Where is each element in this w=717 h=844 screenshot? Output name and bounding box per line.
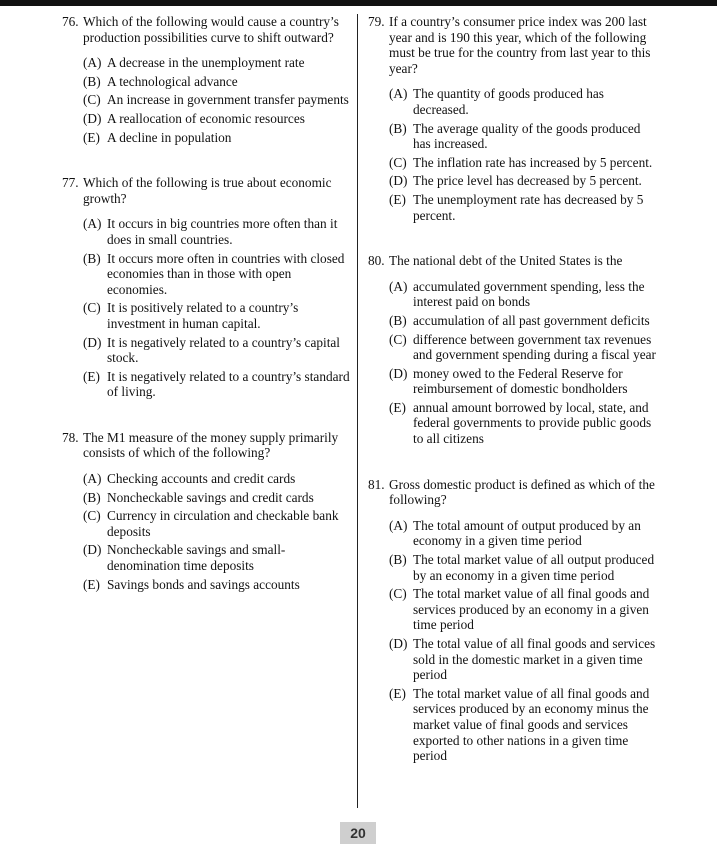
option-text: The quantity of goods produced has decreased.: [413, 86, 604, 117]
option-text: A technological advance: [107, 73, 238, 89]
option-text: Checking accounts and credit cards: [107, 471, 296, 487]
option-letter: (E): [389, 191, 406, 207]
option-text: The price level has decreased by 5 percent.: [413, 173, 642, 189]
question-number: 80.: [368, 253, 385, 269]
option-text: money owed to the Federal Reserve for reimbursement of domestic bondholders: [413, 365, 628, 397]
answer-option: [83, 471, 352, 487]
option-letter: (D): [389, 173, 408, 189]
option-text: It is negatively related to a country’s standard of living.: [107, 368, 350, 400]
question-text: The M1 measure of the money supply primarily consists of which of the following?: [83, 429, 339, 461]
answer-option: [83, 130, 352, 146]
option-letter: (A): [389, 517, 408, 533]
answer-options: [83, 55, 352, 145]
option-text: The average quality of the goods produced has increased.: [413, 120, 641, 152]
option-text: Currency in circulation and checkable bank deposits: [107, 508, 339, 539]
answer-option: [389, 155, 660, 171]
option-text: The inflation rate has increased by 5 percent.: [413, 154, 653, 170]
option-letter: (A): [389, 278, 408, 294]
question-text: Which of the following would cause a country’s production possibilities curve to shift outward?: [83, 14, 339, 45]
option-text: A decrease in the unemployment rate: [107, 55, 305, 71]
option-letter: (B): [83, 489, 101, 505]
right-column: [368, 14, 660, 767]
answer-options: [83, 471, 352, 592]
option-letter: (D): [389, 365, 408, 381]
question-79: [368, 14, 660, 223]
answer-option: [389, 121, 660, 152]
answer-option: [389, 173, 660, 189]
answer-option: [83, 490, 352, 506]
option-text: Savings bonds and savings accounts: [107, 576, 300, 592]
option-letter: (C): [389, 586, 407, 602]
option-text: It occurs in big countries more often than it does in small countries.: [107, 216, 338, 247]
option-letter: (B): [389, 120, 407, 136]
option-text: The total market value of all final goods and services produced by an economy in a given time period: [413, 586, 650, 633]
column-divider: [357, 14, 358, 808]
answer-options: [389, 518, 660, 764]
option-text: accumulation of all past government deficits: [413, 312, 650, 328]
option-letter: (D): [83, 334, 102, 350]
option-letter: (C): [389, 331, 407, 347]
option-letter: (E): [83, 576, 100, 592]
answer-option: [389, 586, 660, 633]
answer-option: [389, 86, 660, 117]
answer-option: [83, 300, 352, 331]
answer-option: [83, 74, 352, 90]
answer-option: [389, 366, 660, 397]
question-stem: [62, 14, 352, 45]
option-letter: (C): [389, 154, 407, 170]
question-76: [62, 14, 352, 145]
option-text: annual amount borrowed by local, state, and federal governments to provide public goods to all citizens: [413, 399, 652, 447]
question-text: The national debt of the United States is the: [389, 253, 623, 269]
question-stem: [368, 14, 660, 76]
option-text: The total amount of output produced by an economy in a given time period: [413, 517, 641, 549]
option-text: The total value of all final goods and services sold in the domestic market in a given time period: [413, 636, 656, 683]
option-letter: (B): [83, 250, 101, 266]
answer-option: [83, 335, 352, 366]
option-text: Noncheckable savings and small-denomination time deposits: [107, 542, 286, 574]
answer-option: [389, 192, 660, 223]
question-stem: [62, 175, 352, 206]
option-text: A reallocation of economic resources: [107, 110, 305, 126]
option-letter: (C): [83, 92, 101, 108]
answer-option: [389, 313, 660, 329]
answer-option: [83, 55, 352, 71]
question-stem: [62, 430, 352, 461]
question-text: Which of the following is true about economic growth?: [83, 175, 332, 206]
answer-option: [389, 552, 660, 583]
question-stem: [368, 477, 660, 508]
answer-options: [389, 86, 660, 223]
option-text: It is positively related to a country’s investment in human capital.: [107, 300, 299, 331]
answer-option: [389, 332, 660, 363]
option-text: The unemployment rate has decreased by 5 percent.: [413, 191, 644, 223]
question-number: 77.: [62, 175, 79, 191]
answer-option: [83, 216, 352, 247]
option-letter: (A): [83, 471, 102, 487]
question-text: Gross domestic product is defined as which of the following?: [389, 476, 655, 508]
page-number: 20: [340, 822, 376, 844]
top-rule: [0, 0, 717, 6]
answer-option: [83, 577, 352, 593]
option-letter: (B): [389, 312, 407, 328]
question-78: [62, 430, 352, 592]
option-text: An increase in government transfer payments: [107, 92, 349, 108]
option-letter: (E): [83, 368, 100, 384]
option-text: It is negatively related to a country’s capital stock.: [107, 334, 340, 366]
option-text: The total market value of all output produced by an economy in a given time period: [413, 552, 655, 583]
answer-option: [83, 111, 352, 127]
answer-option: [389, 279, 660, 310]
answer-option: [389, 400, 660, 447]
option-text: accumulated government spending, less the interest paid on bonds: [413, 278, 645, 310]
question-80: [368, 253, 660, 447]
option-letter: (A): [389, 86, 408, 102]
option-letter: (E): [389, 399, 406, 415]
answer-option: [83, 369, 352, 400]
option-text: It occurs more often in countries with closed economies than in those with open economies.: [107, 250, 345, 297]
answer-options: [83, 216, 352, 400]
option-letter: (A): [83, 216, 102, 232]
question-number: 81.: [368, 476, 385, 492]
question-number: 79.: [368, 14, 385, 29]
answer-option: [83, 251, 352, 298]
option-letter: (A): [83, 55, 102, 71]
question-81: [368, 477, 660, 764]
option-letter: (D): [389, 636, 408, 651]
option-letter: (C): [83, 300, 101, 316]
question-stem: [368, 253, 660, 269]
question-77: [62, 175, 352, 400]
question-text: If a country’s consumer price index was 200 last year and is 190 this year, which of the following must be true for the country from last year to this year?: [389, 14, 651, 76]
answer-option: [389, 518, 660, 549]
answer-options: [389, 279, 660, 447]
option-letter: (D): [83, 542, 102, 558]
answer-option: [83, 542, 352, 573]
option-text: difference between government tax revenues and government spending during a fiscal year: [413, 331, 656, 363]
option-letter: (B): [83, 73, 101, 89]
answer-option: [389, 686, 660, 764]
option-text: Noncheckable savings and credit cards: [107, 489, 314, 505]
option-text: A decline in population: [107, 129, 232, 145]
option-letter: (B): [389, 552, 407, 568]
answer-option: [83, 92, 352, 108]
answer-option: [83, 508, 352, 539]
option-letter: (E): [83, 129, 100, 145]
option-text: The total market value of all final goods and services produced by an economy minus the market value of final goods and services exported to other nations in a given time period: [413, 685, 650, 764]
answer-option: [389, 636, 660, 683]
question-number: 78.: [62, 429, 79, 445]
option-letter: (C): [83, 508, 101, 524]
option-letter: (D): [83, 110, 102, 126]
option-letter: (E): [389, 685, 406, 701]
question-number: 76.: [62, 14, 79, 29]
left-column: [62, 14, 352, 595]
